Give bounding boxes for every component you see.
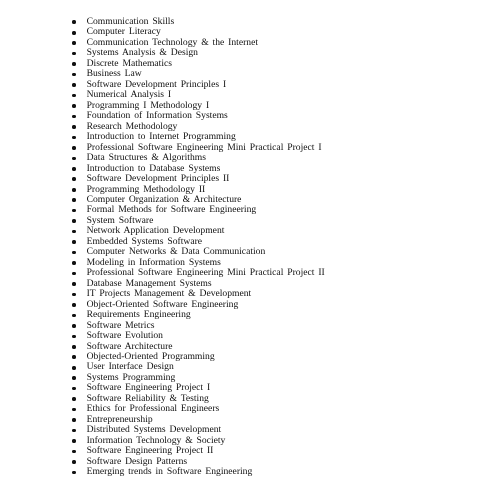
course-label: Software Reliability & Testing [86, 392, 209, 404]
course-label: Computer Networks & Data Communication [86, 246, 266, 258]
course-label: IT Projects Management & Development [86, 288, 252, 300]
course-label: Ethics for Professional Engineers [86, 403, 220, 415]
bullet-icon [72, 293, 76, 297]
course-label: Network Application Development [86, 225, 225, 237]
bullet-icon [72, 450, 76, 454]
bullet-icon [72, 303, 76, 307]
bullet-icon [72, 282, 76, 286]
course-label: Data Structures & Algorithms [86, 152, 206, 164]
bullet-icon [72, 62, 76, 66]
course-label: Numerical Analysis I [86, 89, 172, 101]
bullet-icon [72, 387, 76, 391]
course-label: Software Engineering Project I [86, 382, 211, 394]
list-item [72, 331, 325, 341]
bullet-icon [72, 335, 76, 339]
course-list [72, 17, 325, 478]
bullet-icon [72, 167, 76, 171]
bullet-icon [72, 209, 76, 213]
bullet-icon [72, 314, 76, 318]
course-label: Systems Programming [86, 371, 176, 383]
bullet-icon [72, 261, 76, 265]
course-label: Introduction to Database Systems [86, 162, 221, 174]
course-label: Software Architecture [86, 340, 173, 352]
list-item [72, 467, 325, 477]
course-label: Communication Skills [86, 16, 175, 27]
course-label: Objected-Oriented Programming [86, 351, 215, 362]
bullet-icon [72, 471, 76, 475]
course-label: Introduction to Internet Programming [86, 131, 236, 143]
course-label: Communication Technology & the Internet [86, 36, 259, 48]
course-label: Entrepreneurship [86, 413, 153, 425]
bullet-icon [72, 345, 76, 349]
bullet-icon [72, 366, 76, 370]
course-label: Research Methodology [86, 120, 178, 132]
course-label: System Software [86, 214, 154, 226]
bullet-icon [72, 188, 76, 192]
bullet-icon [72, 198, 76, 202]
bullet-icon [72, 272, 76, 276]
list-item [72, 174, 325, 184]
course-label: Database Management Systems [86, 277, 212, 289]
course-label: Software Metrics [86, 319, 155, 331]
course-label: Programming Methodology II [86, 183, 206, 195]
course-label: Formal Methods for Software Engineering [86, 204, 257, 216]
bullet-icon [72, 397, 76, 401]
bullet-icon [72, 230, 76, 234]
course-label: Software Development Principles I [86, 78, 227, 90]
course-label: Computer Organization & Architecture [86, 193, 242, 205]
bullet-icon [72, 157, 76, 161]
bullet-icon [72, 41, 76, 45]
course-label: Embedded Systems Software [86, 235, 203, 247]
bullet-icon [72, 460, 76, 464]
bullet-icon [72, 125, 76, 129]
course-label: Systems Analysis & Design [86, 47, 198, 59]
course-label: Foundation of Information Systems [86, 110, 228, 122]
bullet-icon [72, 240, 76, 244]
course-label: Information Technology & Society [86, 434, 226, 446]
course-label: Programming I Methodology I [86, 99, 210, 111]
course-label: Software Engineering Project II [86, 445, 214, 457]
course-label: Requirements Engineering [86, 309, 191, 321]
course-label: Software Development Principles II [86, 173, 230, 185]
course-label: Computer Literacy [86, 26, 161, 38]
bullet-icon [72, 408, 76, 412]
bullet-icon [72, 418, 76, 422]
bullet-icon [72, 104, 76, 108]
course-label: Modeling in Information Systems [86, 256, 221, 268]
bullet-icon [72, 376, 76, 380]
bullet-icon [72, 136, 76, 140]
course-label: Object-Oriented Software Engineering [86, 298, 239, 310]
bullet-icon [72, 20, 76, 24]
bullet-icon [72, 83, 76, 87]
bullet-icon [72, 219, 76, 223]
course-label: Emerging trends in Software Engineering [86, 466, 253, 478]
list-item [72, 153, 325, 163]
bullet-icon [72, 31, 76, 35]
bullet-icon [72, 52, 76, 56]
bullet-icon [72, 355, 76, 359]
bullet-icon [72, 115, 76, 119]
course-label: User Interface Design [86, 361, 174, 373]
bullet-icon [72, 429, 76, 433]
bullet-icon [72, 251, 76, 255]
course-label: Professional Software Engineering Mini Practical Project I [86, 141, 322, 153]
bullet-icon [72, 439, 76, 443]
course-label: Discrete Mathematics [86, 57, 173, 69]
bullet-icon [72, 324, 76, 328]
bullet-icon [72, 146, 76, 150]
course-label: Distributed Systems Development [86, 424, 222, 436]
bullet-icon [72, 94, 76, 98]
course-label: Software Evolution [86, 330, 163, 342]
course-label: Professional Software Engineering Mini Practical Project II [86, 267, 325, 279]
course-label: Business Law [86, 68, 142, 80]
course-label: Software Design Patterns [86, 455, 188, 467]
bullet-icon [72, 177, 76, 181]
bullet-icon [72, 73, 76, 77]
